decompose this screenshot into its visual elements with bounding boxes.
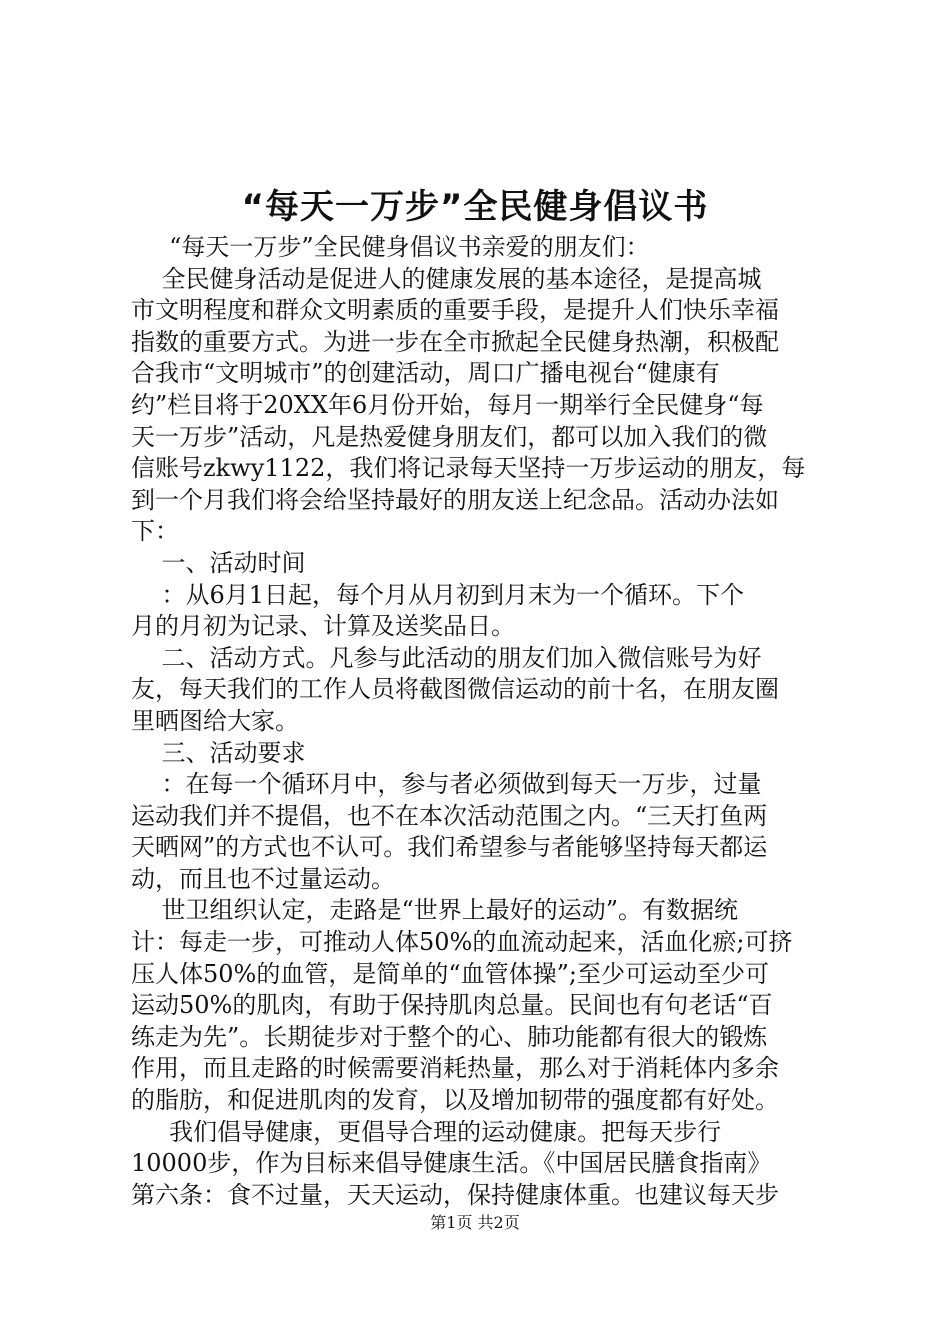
body-line: 下： — [131, 517, 179, 546]
body-line: 信账号zkwy1122，我们将记录每天坚持一万步运动的朋友，每 — [131, 454, 806, 483]
body-line: 月的月初为记录、计算及送奖品日。 — [131, 612, 515, 641]
body-line: 指数的重要方式。为进一步在全市掀起全民健身热潮，积极配 — [131, 327, 779, 356]
body-line: 天晒网”的方式也不认可。我们希望参与者能够坚持每天都运 — [131, 833, 768, 862]
body-line: 运动50%的肌肉，有助于保持肌肉总量。民间也有句老话“百 — [131, 991, 773, 1020]
body-line: 市文明程度和群众文明素质的重要手段，是提升人们快乐幸福 — [131, 296, 779, 325]
body-line: 10000步，作为目标来倡导健康生活。《中国居民膳食指南》 — [131, 1149, 772, 1178]
body-line: 世卫组织认定，走路是“世界上最好的运动”。有数据统 — [131, 896, 739, 925]
body-line: 计：每走一步，可推动人体50%的血流动起来，活血化瘀;可挤 — [131, 928, 793, 957]
section-heading: 一、活动时间 — [131, 548, 306, 577]
body-line: ：从6月1日起，每个月从月初到月末为一个循环。下个 — [131, 580, 745, 609]
section-heading: 二、活动方式。凡参与此活动的朋友们加入微信账号为好 — [131, 643, 762, 672]
body-line: 动，而且也不过量运动。 — [131, 864, 395, 893]
body-line: 合我市“文明城市”的创建活动，周口广播电视台“健康有 — [131, 359, 720, 388]
body-line: 我们倡导健康，更倡导合理的运动健康。把每天步行 — [131, 1117, 722, 1146]
body-line: 友，每天我们的工作人员将截图微信运动的前十名，在朋友圈 — [131, 675, 779, 704]
document-body — [131, 232, 834, 1211]
body-line: 第六条：食不过量，天天运动，保持健康体重。也建议每天步 — [131, 1180, 779, 1209]
page-footer: 第1页 共2页 — [430, 1213, 520, 1232]
body-line: 全民健身活动是促进人的健康发展的基本途径，是提高城 — [131, 264, 762, 293]
section-heading: 三、活动要求 — [131, 738, 306, 767]
body-line: 天一万步”活动，凡是热爱健身朋友们，都可以加入我们的微 — [131, 422, 768, 451]
body-line: ：在每一个循环月中，参与者必须做到每天一万步，过量 — [131, 770, 762, 799]
body-line: 的脂肪，和促进肌肉的发育，以及增加韧带的强度都有好处。 — [131, 1086, 779, 1115]
body-line: “每天一万步”全民健身倡议书亲爱的朋友们： — [131, 233, 650, 261]
body-line: 到一个月我们将会给坚持最好的朋友送上纪念品。活动办法如 — [131, 485, 779, 514]
body-line: 练走为先”。长期徒步对于整个的心、肺功能都有很大的锻炼 — [131, 1022, 768, 1051]
body-line: 作用，而且走路的时候需要消耗热量，那么对于消耗体内多余 — [131, 1054, 779, 1083]
document-title: “每天一万步”全民健身倡议书 — [241, 187, 709, 227]
body-line: 里晒图给大家。 — [131, 706, 299, 735]
body-line: 约”栏目将于20XX年6月份开始，每月一期举行全民健身“每 — [131, 390, 764, 419]
body-line: 运动我们并不提倡，也不在本次活动范围之内。“三天打鱼两 — [131, 801, 768, 830]
body-line: 压人体50%的血管，是简单的“血管体操”;至少可运动至少可 — [131, 959, 769, 988]
